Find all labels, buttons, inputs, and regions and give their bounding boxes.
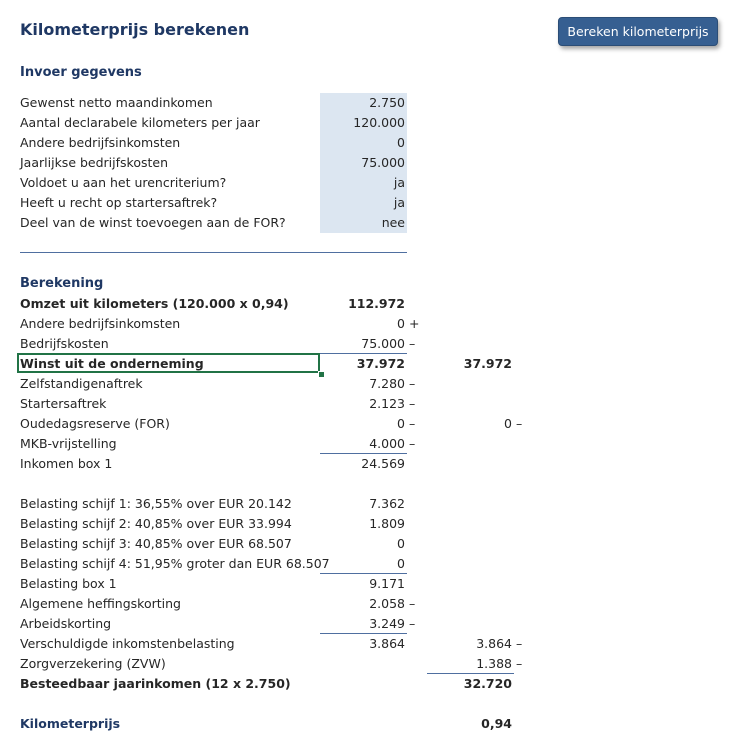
- input-value-cell[interactable]: 2.750: [369, 95, 405, 110]
- calculate-button[interactable]: Bereken kilometerprijs: [558, 17, 718, 46]
- input-value-cell[interactable]: 75.000: [361, 155, 405, 170]
- calc-label[interactable]: MKB-vrijstelling: [20, 436, 117, 451]
- operator: –: [409, 336, 416, 351]
- calc-row: [0, 454, 739, 474]
- tax-label[interactable]: Belasting schijf 1: 36,55% over EUR 20.142: [20, 496, 292, 511]
- calc-value-total[interactable]: 37.972: [463, 356, 512, 371]
- operator: –: [409, 376, 416, 391]
- input-value-cell[interactable]: nee: [381, 215, 405, 230]
- operator: –: [409, 596, 416, 611]
- input-label: Jaarlijkse bedrijfskosten: [20, 155, 169, 170]
- calc-value[interactable]: 0: [397, 316, 405, 331]
- calc-row: [0, 394, 739, 414]
- calc-section-heading: Berekening: [20, 276, 104, 291]
- tax-label[interactable]: Belasting schijf 3: 40,85% over EUR 68.507: [20, 536, 292, 551]
- input-row: [0, 113, 739, 133]
- calc-value[interactable]: 75.000: [361, 336, 405, 351]
- tax-value[interactable]: 7.362: [369, 496, 405, 511]
- input-value-cell[interactable]: ja: [393, 175, 405, 190]
- result-label[interactable]: Kilometerprijs: [20, 716, 121, 731]
- input-row: [0, 213, 739, 233]
- input-row: [0, 93, 739, 113]
- calc-label[interactable]: Zelfstandigenaftrek: [20, 376, 143, 391]
- section-divider: [20, 252, 407, 253]
- tax-value-total[interactable]: 3.864: [476, 636, 512, 651]
- tax-row: [0, 614, 739, 634]
- tax-value[interactable]: 0: [397, 556, 405, 571]
- calc-row: [0, 334, 739, 354]
- calc-value[interactable]: 37.972: [356, 356, 405, 371]
- tax-value-total[interactable]: 32.720: [463, 676, 512, 691]
- calc-label[interactable]: Bedrijfskosten: [20, 336, 109, 351]
- calc-label[interactable]: Oudedagsreserve (FOR): [20, 416, 170, 431]
- tax-row: [0, 574, 739, 594]
- calc-value[interactable]: 0: [397, 416, 405, 431]
- tax-label[interactable]: Belasting schijf 2: 40,85% over EUR 33.994: [20, 516, 292, 531]
- operator: –: [409, 396, 416, 411]
- input-value-cell[interactable]: 0: [397, 135, 405, 150]
- calc-label[interactable]: Andere bedrijfsinkomsten: [20, 316, 181, 331]
- tax-row: [0, 654, 739, 674]
- calc-value[interactable]: 4.000: [369, 436, 405, 451]
- input-section-heading: Invoer gegevens: [20, 65, 142, 80]
- calc-value[interactable]: 2.123: [369, 396, 405, 411]
- tax-value[interactable]: 2.058: [369, 596, 405, 611]
- tax-row: [0, 634, 739, 654]
- calc-value[interactable]: 112.972: [348, 296, 405, 311]
- input-label: Heeft u recht op startersaftrek?: [20, 195, 218, 210]
- calc-row: [0, 434, 739, 454]
- result-value[interactable]: 0,94: [481, 716, 512, 731]
- tax-label[interactable]: Verschuldigde inkomstenbelasting: [20, 636, 235, 651]
- tax-row: [0, 494, 739, 514]
- tax-label[interactable]: Besteedbaar jaarinkomen (12 x 2.750): [20, 676, 291, 691]
- tax-value[interactable]: 3.864: [369, 636, 405, 651]
- input-row: [0, 173, 739, 193]
- tax-label[interactable]: Belasting box 1: [20, 576, 117, 591]
- input-value-cell[interactable]: ja: [393, 195, 405, 210]
- operator: +: [409, 316, 420, 331]
- tax-label[interactable]: Algemene heffingskorting: [20, 596, 181, 611]
- operator: –: [516, 416, 523, 431]
- calc-value[interactable]: 7.280: [369, 376, 405, 391]
- input-label: Deel van de winst toevoegen aan de FOR?: [20, 215, 286, 230]
- calc-row: [0, 414, 739, 434]
- operator: –: [516, 656, 523, 671]
- input-label: Gewenst netto maandinkomen: [20, 95, 213, 110]
- tax-row: [0, 554, 739, 574]
- tax-row: [0, 514, 739, 534]
- tax-row: [0, 534, 739, 554]
- calc-label[interactable]: Startersaftrek: [20, 396, 107, 411]
- tax-label[interactable]: Arbeidskorting: [20, 616, 112, 631]
- calc-label[interactable]: Omzet uit kilometers (120.000 x 0,94): [20, 296, 289, 311]
- tax-row: [0, 674, 739, 694]
- operator: –: [409, 616, 416, 631]
- calc-value-total[interactable]: 0: [504, 416, 512, 431]
- calc-row: [0, 294, 739, 314]
- selected-cell[interactable]: [17, 353, 320, 373]
- input-label: Andere bedrijfsinkomsten: [20, 135, 181, 150]
- result-row: [0, 714, 739, 734]
- calc-label[interactable]: Inkomen box 1: [20, 456, 113, 471]
- input-label: Aantal declarabele kilometers per jaar: [20, 115, 260, 130]
- tax-label[interactable]: Zorgverzekering (ZVW): [20, 656, 166, 671]
- input-label: Voldoet u aan het urencriterium?: [20, 175, 227, 190]
- tax-value[interactable]: 1.809: [369, 516, 405, 531]
- page-title: Kilometerprijs berekenen: [20, 20, 250, 39]
- tax-value[interactable]: 0: [397, 536, 405, 551]
- tax-row: [0, 594, 739, 614]
- calc-row: [0, 314, 739, 334]
- tax-label[interactable]: Belasting schijf 4: 51,95% groter dan EUR 68.507: [20, 556, 330, 571]
- operator: –: [409, 416, 416, 431]
- input-value-cell[interactable]: 120.000: [353, 115, 405, 130]
- calc-row: [0, 374, 739, 394]
- input-row: [0, 153, 739, 173]
- input-row: [0, 193, 739, 213]
- calc-label[interactable]: Winst uit de onderneming: [20, 356, 204, 371]
- input-row: [0, 133, 739, 153]
- operator: –: [409, 436, 416, 451]
- tax-value-total[interactable]: 1.388: [476, 656, 512, 671]
- tax-value[interactable]: 9.171: [369, 576, 405, 591]
- operator: –: [516, 636, 523, 651]
- calc-value[interactable]: 24.569: [361, 456, 405, 471]
- tax-value[interactable]: 3.249: [369, 616, 405, 631]
